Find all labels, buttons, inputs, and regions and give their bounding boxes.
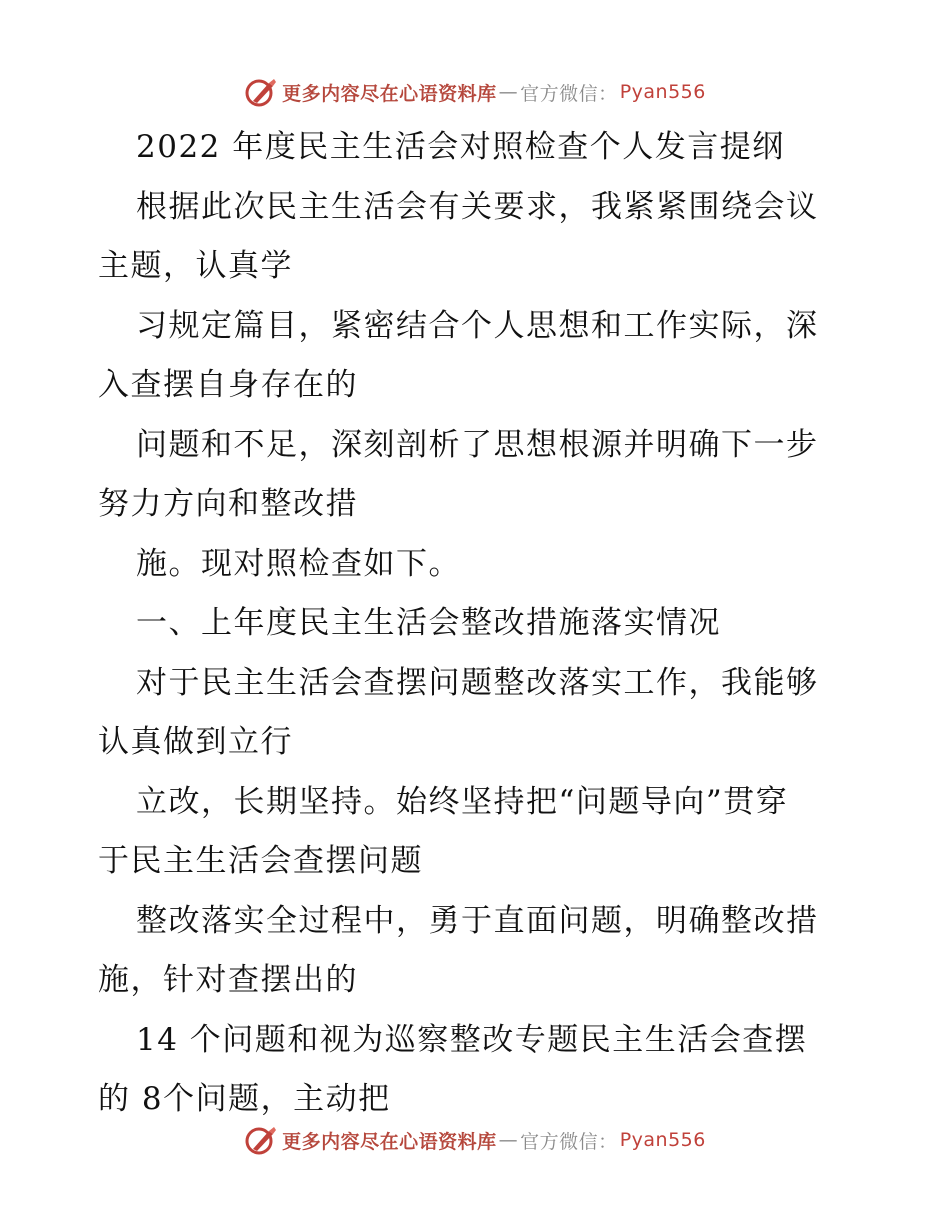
text-line: 的 8个问题，主动把 (98, 1081, 391, 1117)
watermark-separator: — (498, 81, 519, 103)
text-line: 施。现对照检查如下。 (136, 545, 461, 582)
pen-logo-icon (244, 75, 278, 109)
pen-logo-icon (244, 1123, 278, 1157)
text-line: 根据此次民主生活会有关要求，我紧紧围绕会议 (136, 188, 819, 225)
text-line: 施，针对查摆出的 (98, 962, 358, 998)
header-watermark (0, 70, 950, 114)
watermark-site-text: 更多内容尽在心语资料库 (282, 1130, 497, 1153)
text-line: 于民主生活会查摆问题 (98, 843, 423, 879)
watermark-separator: — (498, 1129, 519, 1151)
footer-watermark (0, 1118, 950, 1162)
text-line: 入查摆自身存在的 (98, 367, 358, 403)
watermark-label: 官方微信： (520, 82, 618, 105)
text-line: 问题和不足，深刻剖析了思想根源并明确下一步 (136, 426, 819, 463)
watermark-wechat-id: Pyan556 (619, 1129, 706, 1151)
text-line: 努力方向和整改措 (98, 486, 358, 522)
text-line: 整改落实全过程中，勇于直面问题，明确整改措 (136, 902, 819, 939)
watermark-wechat-id: Pyan556 (619, 81, 706, 103)
watermark-site-text: 更多内容尽在心语资料库 (282, 82, 497, 105)
text-line: 立改，长期坚持。始终坚持把“问题导向”贯穿 (136, 783, 789, 820)
text-line: 习规定篇目，紧密结合个人思想和工作实际，深 (136, 307, 819, 344)
text-line: 认真做到立行 (98, 724, 293, 760)
text-line: 14 个问题和视为巡察整改专题民主生活会查摆 (136, 1021, 808, 1058)
watermark-label: 官方微信： (520, 1130, 618, 1153)
text-line: 主题，认真学 (98, 248, 293, 284)
document-body (98, 118, 858, 1130)
text-line: 一、上年度民主生活会整改措施落实情况 (136, 605, 721, 641)
text-line: 对于民主生活会查摆问题整改落实工作，我能够 (136, 664, 819, 701)
document-title: 2022 年度民主生活会对照检查个人发言提纲 (136, 129, 785, 165)
